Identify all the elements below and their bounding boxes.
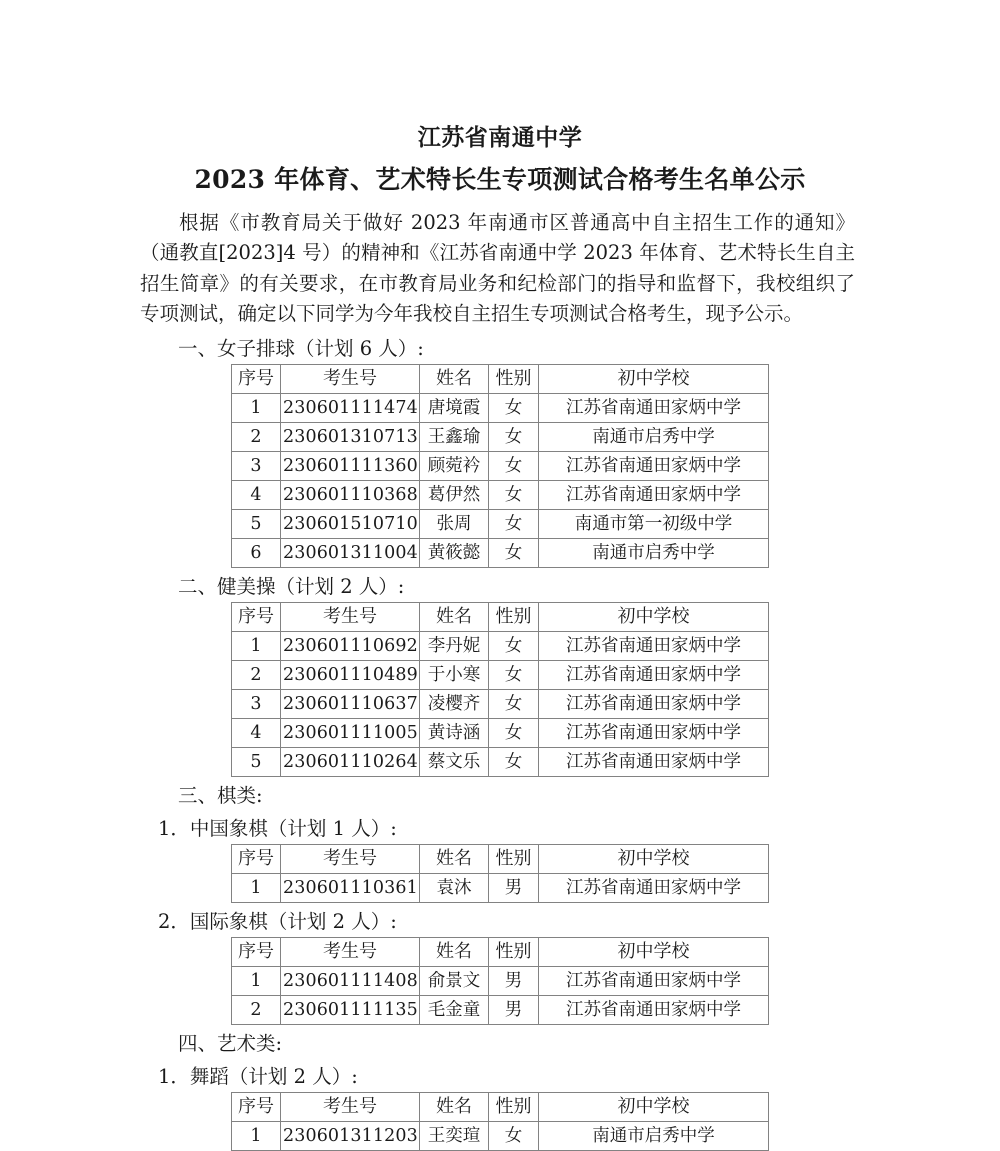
col-header-name: 姓名 bbox=[420, 937, 489, 966]
cell-exam-id: 230601111005 bbox=[281, 718, 420, 747]
cell-gender: 女 bbox=[489, 538, 539, 567]
cell-no: 3 bbox=[232, 451, 281, 480]
cell-school: 江苏省南通田家炳中学 bbox=[539, 480, 769, 509]
table-row bbox=[232, 480, 769, 509]
roster-table-wrap bbox=[140, 937, 860, 1025]
col-header-school: 初中学校 bbox=[539, 602, 769, 631]
col-header-school: 初中学校 bbox=[539, 364, 769, 393]
cell-name: 俞景文 bbox=[420, 966, 489, 995]
cell-name: 黄筱懿 bbox=[420, 538, 489, 567]
section-art bbox=[140, 1029, 860, 1151]
cell-exam-id: 230601111474 bbox=[281, 393, 420, 422]
cell-school: 江苏省南通田家炳中学 bbox=[539, 966, 769, 995]
cell-no: 5 bbox=[232, 509, 281, 538]
cell-gender: 女 bbox=[489, 660, 539, 689]
cell-exam-id: 230601111135 bbox=[281, 995, 420, 1024]
col-header-no: 序号 bbox=[232, 1092, 281, 1121]
roster-table bbox=[231, 602, 769, 777]
cell-no: 3 bbox=[232, 689, 281, 718]
cell-name: 蔡文乐 bbox=[420, 747, 489, 776]
roster-table-wrap bbox=[140, 364, 860, 568]
cell-no: 4 bbox=[232, 718, 281, 747]
col-header-exam-id: 考生号 bbox=[281, 937, 420, 966]
cell-name: 李丹妮 bbox=[420, 631, 489, 660]
cell-gender: 男 bbox=[489, 873, 539, 902]
cell-name: 葛伊然 bbox=[420, 480, 489, 509]
page-title-subject: 2023 年体育、艺术特长生专项测试合格考生名单公示 bbox=[194, 165, 806, 195]
col-header-no: 序号 bbox=[232, 364, 281, 393]
cell-exam-id: 230601311004 bbox=[281, 538, 420, 567]
cell-gender: 男 bbox=[489, 995, 539, 1024]
cell-exam-id: 230601110692 bbox=[281, 631, 420, 660]
subsection-heading-dance: 1．舞蹈（计划 2 人）: bbox=[158, 1064, 358, 1088]
roster-table-wrap bbox=[140, 844, 860, 903]
roster-table bbox=[231, 844, 769, 903]
roster-table bbox=[231, 1092, 769, 1151]
cell-school: 江苏省南通田家炳中学 bbox=[539, 747, 769, 776]
cell-gender: 女 bbox=[489, 393, 539, 422]
cell-school: 南通市启秀中学 bbox=[539, 1121, 769, 1150]
section-heading: 一、女子排球（计划 6 人）: bbox=[178, 336, 424, 360]
cell-no: 4 bbox=[232, 480, 281, 509]
cell-school: 南通市启秀中学 bbox=[539, 538, 769, 567]
col-header-no: 序号 bbox=[232, 602, 281, 631]
col-header-gender: 性别 bbox=[489, 1092, 539, 1121]
cell-no: 2 bbox=[232, 995, 281, 1024]
roster-table bbox=[231, 937, 769, 1025]
cell-school: 江苏省南通田家炳中学 bbox=[539, 995, 769, 1024]
cell-name: 凌樱齐 bbox=[420, 689, 489, 718]
table-row bbox=[232, 422, 769, 451]
table-header-row bbox=[232, 1092, 769, 1121]
cell-name: 于小寒 bbox=[420, 660, 489, 689]
cell-exam-id: 230601110264 bbox=[281, 747, 420, 776]
cell-name: 顾菀衿 bbox=[420, 451, 489, 480]
cell-gender: 女 bbox=[489, 689, 539, 718]
table-header-row bbox=[232, 937, 769, 966]
cell-no: 6 bbox=[232, 538, 281, 567]
table-row bbox=[232, 966, 769, 995]
cell-no: 2 bbox=[232, 422, 281, 451]
cell-school: 江苏省南通田家炳中学 bbox=[539, 393, 769, 422]
col-header-name: 姓名 bbox=[420, 1092, 489, 1121]
cell-exam-id: 230601510710 bbox=[281, 509, 420, 538]
cell-gender: 女 bbox=[489, 747, 539, 776]
cell-no: 1 bbox=[232, 966, 281, 995]
cell-name: 黄诗涵 bbox=[420, 718, 489, 747]
table-header-row bbox=[232, 602, 769, 631]
cell-gender: 女 bbox=[489, 480, 539, 509]
cell-gender: 女 bbox=[489, 451, 539, 480]
col-header-gender: 性别 bbox=[489, 937, 539, 966]
table-row bbox=[232, 509, 769, 538]
cell-no: 5 bbox=[232, 747, 281, 776]
table-row bbox=[232, 747, 769, 776]
cell-school: 江苏省南通田家炳中学 bbox=[539, 451, 769, 480]
cell-exam-id: 230601311203 bbox=[281, 1121, 420, 1150]
cell-exam-id: 230601310713 bbox=[281, 422, 420, 451]
cell-exam-id: 230601110637 bbox=[281, 689, 420, 718]
col-header-name: 姓名 bbox=[420, 364, 489, 393]
cell-name: 毛金童 bbox=[420, 995, 489, 1024]
section-chess bbox=[140, 781, 860, 1025]
cell-gender: 女 bbox=[489, 422, 539, 451]
table-header-row bbox=[232, 844, 769, 873]
col-header-name: 姓名 bbox=[420, 602, 489, 631]
section-aerobics bbox=[140, 572, 860, 777]
cell-name: 王奕瑄 bbox=[420, 1121, 489, 1150]
cell-school: 江苏省南通田家炳中学 bbox=[539, 689, 769, 718]
subsection-heading-chinese-chess: 1．中国象棋（计划 1 人）: bbox=[158, 816, 397, 840]
cell-school: 南通市启秀中学 bbox=[539, 422, 769, 451]
table-row bbox=[232, 873, 769, 902]
cell-gender: 女 bbox=[489, 718, 539, 747]
roster-table bbox=[231, 364, 769, 568]
cell-school: 江苏省南通田家炳中学 bbox=[539, 660, 769, 689]
table-row bbox=[232, 1121, 769, 1150]
col-header-school: 初中学校 bbox=[539, 1092, 769, 1121]
cell-gender: 女 bbox=[489, 1121, 539, 1150]
col-header-school: 初中学校 bbox=[539, 844, 769, 873]
table-row bbox=[232, 393, 769, 422]
cell-exam-id: 230601110489 bbox=[281, 660, 420, 689]
table-row bbox=[232, 995, 769, 1024]
section-heading: 四、艺术类: bbox=[178, 1031, 283, 1055]
cell-exam-id: 230601111360 bbox=[281, 451, 420, 480]
cell-name: 王鑫瑜 bbox=[420, 422, 489, 451]
table-row bbox=[232, 451, 769, 480]
col-header-exam-id: 考生号 bbox=[281, 602, 420, 631]
cell-school: 江苏省南通田家炳中学 bbox=[539, 718, 769, 747]
cell-name: 张周 bbox=[420, 509, 489, 538]
cell-school: 江苏省南通田家炳中学 bbox=[539, 631, 769, 660]
page-title-school: 江苏省南通中学 bbox=[417, 124, 583, 151]
section-volleyball bbox=[140, 334, 860, 568]
cell-no: 1 bbox=[232, 631, 281, 660]
intro-paragraph: 根据《市教育局关于做好 2023 年南通市区普通高中自主招生工作的通知》（通教直[2023]4 号）的精神和《江苏省南通中学 2023 年体育、艺术特长生自主招生简章》的有关要求，在市教育局业务和纪检部门的指导和监督下，我校组织了专项测试，确定以下同学为今年我校自主招生专项测试合格考生，现予公示。 bbox=[140, 210, 855, 326]
cell-school: 江苏省南通田家炳中学 bbox=[539, 873, 769, 902]
cell-gender: 女 bbox=[489, 631, 539, 660]
section-heading: 二、健美操（计划 2 人）: bbox=[178, 574, 405, 598]
table-row bbox=[232, 660, 769, 689]
col-header-exam-id: 考生号 bbox=[281, 844, 420, 873]
roster-table-wrap bbox=[140, 1092, 860, 1151]
table-row bbox=[232, 689, 769, 718]
cell-exam-id: 230601111408 bbox=[281, 966, 420, 995]
cell-exam-id: 230601110361 bbox=[281, 873, 420, 902]
table-row bbox=[232, 631, 769, 660]
cell-name: 唐境霞 bbox=[420, 393, 489, 422]
cell-exam-id: 230601110368 bbox=[281, 480, 420, 509]
col-header-gender: 性别 bbox=[489, 602, 539, 631]
roster-table-wrap bbox=[140, 602, 860, 777]
table-row bbox=[232, 718, 769, 747]
col-header-school: 初中学校 bbox=[539, 937, 769, 966]
cell-name: 袁沐 bbox=[420, 873, 489, 902]
cell-no: 1 bbox=[232, 393, 281, 422]
cell-no: 1 bbox=[232, 873, 281, 902]
col-header-gender: 性别 bbox=[489, 364, 539, 393]
cell-no: 1 bbox=[232, 1121, 281, 1150]
col-header-exam-id: 考生号 bbox=[281, 1092, 420, 1121]
section-heading: 三、棋类: bbox=[178, 783, 263, 807]
table-header-row bbox=[232, 364, 769, 393]
cell-gender: 男 bbox=[489, 966, 539, 995]
col-header-name: 姓名 bbox=[420, 844, 489, 873]
table-row bbox=[232, 538, 769, 567]
subsection-heading-international-chess: 2．国际象棋（计划 2 人）: bbox=[158, 909, 397, 933]
col-header-no: 序号 bbox=[232, 844, 281, 873]
col-header-exam-id: 考生号 bbox=[281, 364, 420, 393]
cell-gender: 女 bbox=[489, 509, 539, 538]
cell-no: 2 bbox=[232, 660, 281, 689]
col-header-no: 序号 bbox=[232, 937, 281, 966]
col-header-gender: 性别 bbox=[489, 844, 539, 873]
cell-school: 南通市第一初级中学 bbox=[539, 509, 769, 538]
